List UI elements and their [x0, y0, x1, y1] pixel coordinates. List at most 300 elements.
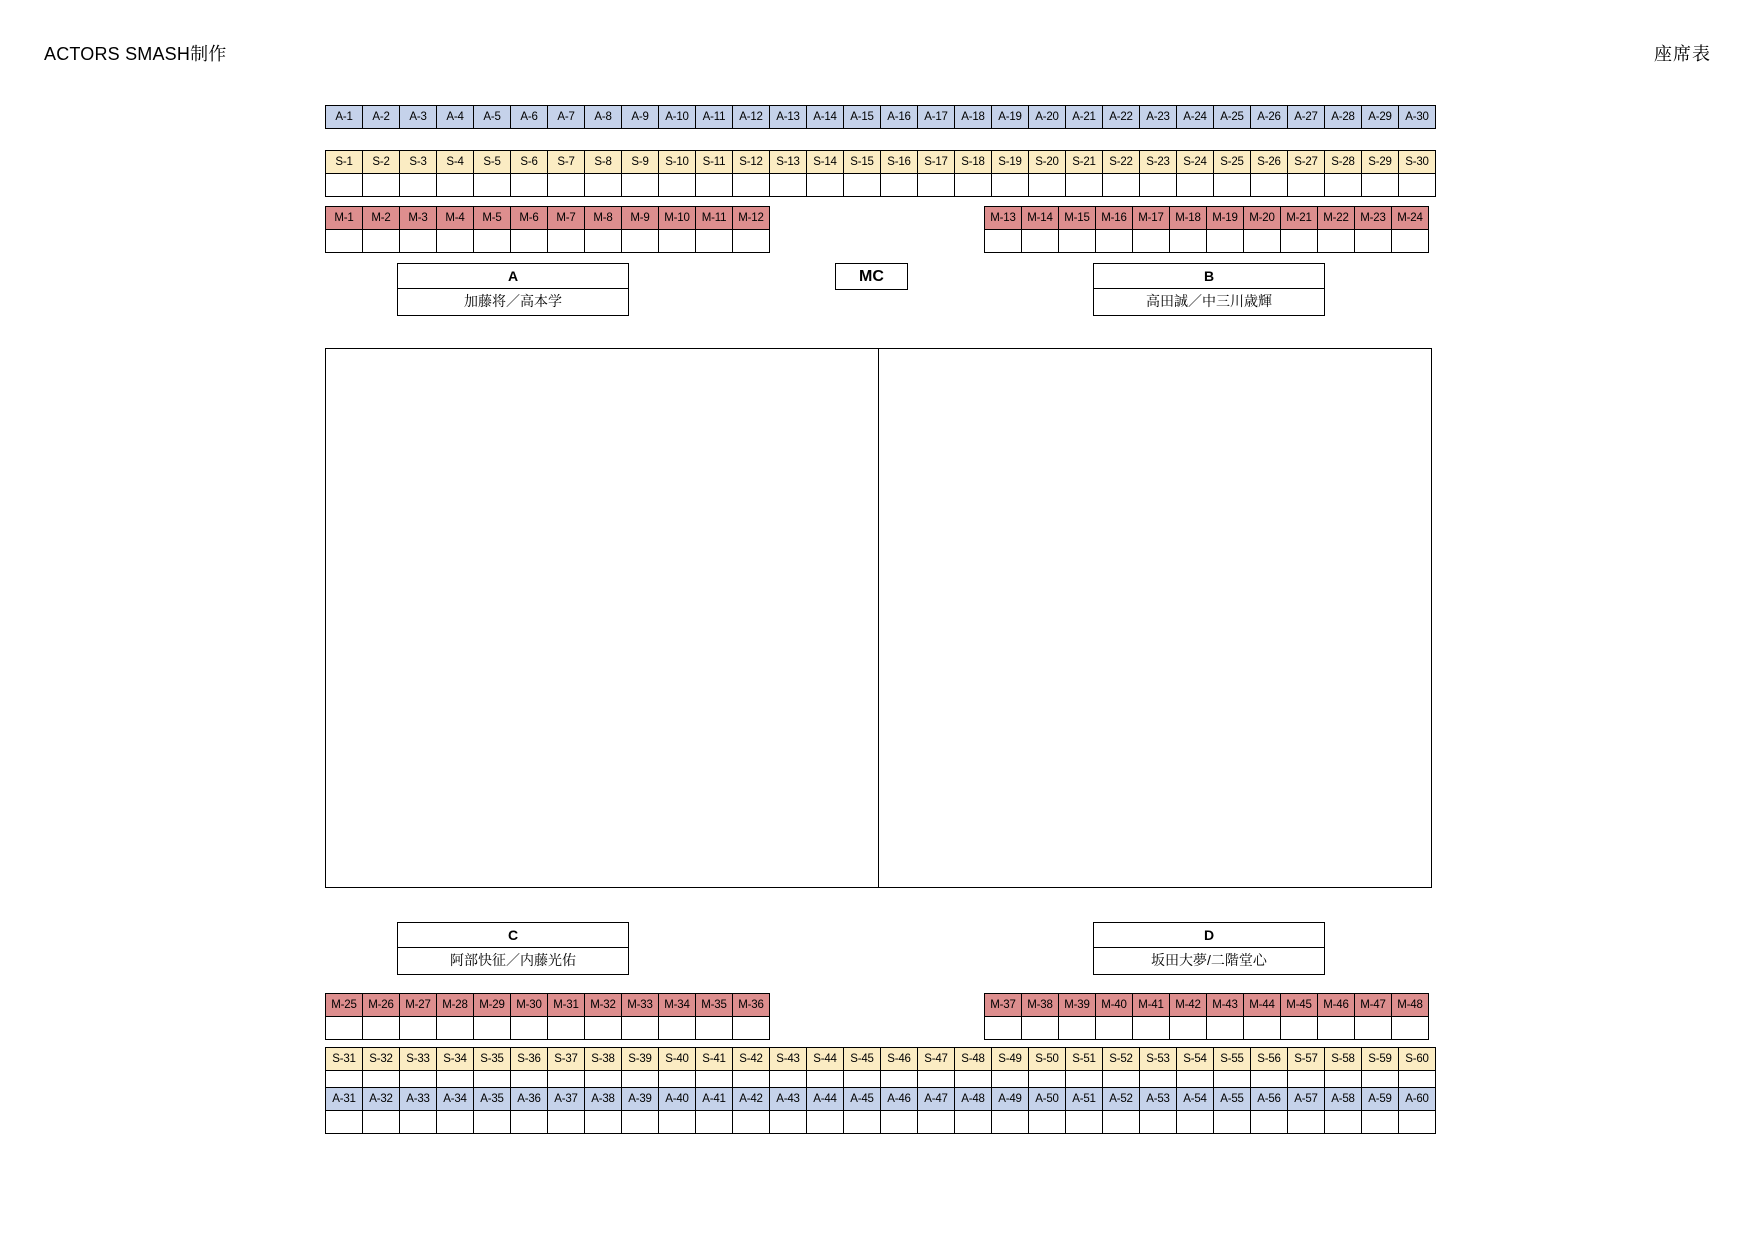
seat-cell: M-16 — [1096, 207, 1133, 230]
seat-cell: S-17 — [918, 151, 955, 174]
seat-cell: S-16 — [881, 151, 918, 174]
seat-cell: M-21 — [1281, 207, 1318, 230]
seat-cell: S-9 — [622, 151, 659, 174]
seat-cell-blank — [1096, 1017, 1133, 1040]
seat-cell-blank — [622, 230, 659, 253]
seat-cell: M-17 — [1133, 207, 1170, 230]
seat-cell: S-11 — [696, 151, 733, 174]
seat-cell: M-41 — [1133, 994, 1170, 1017]
seat-cell-blank — [844, 174, 881, 197]
seat-cell: M-38 — [1022, 994, 1059, 1017]
seat-cell: A-3 — [400, 106, 437, 129]
seat-cell-blank — [1066, 174, 1103, 197]
seat-cell: M-32 — [585, 994, 622, 1017]
seat-cell: M-20 — [1244, 207, 1281, 230]
seat-cell-blank — [474, 1017, 511, 1040]
seat-cell: S-45 — [844, 1048, 881, 1071]
seat-cell-blank — [1399, 1111, 1436, 1134]
seat-cell: M-28 — [437, 994, 474, 1017]
seat-cell-blank — [1133, 1017, 1170, 1040]
seat-cell: S-46 — [881, 1048, 918, 1071]
seat-cell: A-29 — [1362, 106, 1399, 129]
seat-cell-blank — [1133, 230, 1170, 253]
seat-cell-blank — [659, 1111, 696, 1134]
seat-cell-blank — [585, 1111, 622, 1134]
seat-cell: S-18 — [955, 151, 992, 174]
booth-d — [1093, 922, 1325, 975]
seat-cell-blank — [326, 174, 363, 197]
seat-cell-blank — [474, 174, 511, 197]
page-title: ACTORS SMASH制作 — [44, 44, 227, 64]
seat-row-a-bottom — [325, 1087, 1436, 1111]
seat-cell: S-37 — [548, 1048, 585, 1071]
seat-cell: A-45 — [844, 1088, 881, 1111]
seat-cell: A-21 — [1066, 106, 1103, 129]
seat-cell-blank — [437, 174, 474, 197]
seat-cell-blank — [622, 174, 659, 197]
seat-cell: S-25 — [1214, 151, 1251, 174]
stage-half-right — [879, 349, 1432, 887]
seat-cell-blank — [400, 230, 437, 253]
seat-cell: S-39 — [622, 1048, 659, 1071]
seat-cell-blank — [992, 1111, 1029, 1134]
seat-cell: M-40 — [1096, 994, 1133, 1017]
seat-cell: S-54 — [1177, 1048, 1214, 1071]
booth-a-title: A — [398, 264, 628, 289]
seat-cell: M-9 — [622, 207, 659, 230]
seat-cell: M-33 — [622, 994, 659, 1017]
seat-cell: M-47 — [1355, 994, 1392, 1017]
seat-cell: M-35 — [696, 994, 733, 1017]
seat-row-s-top — [325, 150, 1436, 174]
seat-cell: A-38 — [585, 1088, 622, 1111]
booth-c-members: 阿部快征／内藤光佑 — [450, 952, 576, 968]
seat-cell: M-2 — [363, 207, 400, 230]
seat-cell: S-19 — [992, 151, 1029, 174]
seat-cell: M-43 — [1207, 994, 1244, 1017]
seat-cell-blank — [363, 230, 400, 253]
seat-cell: A-60 — [1399, 1088, 1436, 1111]
seat-cell-blank — [1362, 1111, 1399, 1134]
seat-cell: S-55 — [1214, 1048, 1251, 1071]
seat-cell-blank — [1244, 1017, 1281, 1040]
seat-cell-blank — [696, 1111, 733, 1134]
seat-cell-blank — [585, 174, 622, 197]
seat-cell: A-48 — [955, 1088, 992, 1111]
seat-cell: M-4 — [437, 207, 474, 230]
seat-cell-blank — [1059, 230, 1096, 253]
seat-cell: S-8 — [585, 151, 622, 174]
seat-cell: M-18 — [1170, 207, 1207, 230]
seat-cell-blank — [1288, 174, 1325, 197]
seat-cell-blank — [985, 1017, 1022, 1040]
seat-cell-blank — [1318, 230, 1355, 253]
seat-cell: A-55 — [1214, 1088, 1251, 1111]
seat-cell: S-28 — [1325, 151, 1362, 174]
seat-cell-blank — [1140, 1111, 1177, 1134]
seat-cell-blank — [622, 1017, 659, 1040]
seat-cell: S-36 — [511, 1048, 548, 1071]
seat-cell: A-15 — [844, 106, 881, 129]
seat-cell-blank — [696, 1017, 733, 1040]
seat-cell: A-40 — [659, 1088, 696, 1111]
booth-d-title: D — [1094, 923, 1324, 948]
seat-cell-blank — [511, 1111, 548, 1134]
seat-cell-blank — [363, 1111, 400, 1134]
seat-cell: M-34 — [659, 994, 696, 1017]
seat-cell: S-48 — [955, 1048, 992, 1071]
seat-cell: M-31 — [548, 994, 585, 1017]
seat-cell-blank — [1399, 174, 1436, 197]
seat-cell-blank — [733, 1111, 770, 1134]
seat-cell-blank — [1362, 174, 1399, 197]
seat-cell: A-16 — [881, 106, 918, 129]
seat-cell-blank — [1214, 174, 1251, 197]
seat-cell-blank — [1103, 174, 1140, 197]
seat-cell-blank — [1207, 230, 1244, 253]
seat-cell: S-51 — [1066, 1048, 1103, 1071]
seat-cell: A-57 — [1288, 1088, 1325, 1111]
stage-half-left — [326, 349, 879, 887]
seat-cell: S-5 — [474, 151, 511, 174]
seat-cell-blank — [1177, 1111, 1214, 1134]
seat-cell: S-41 — [696, 1048, 733, 1071]
seat-cell: A-27 — [1288, 106, 1325, 129]
seat-cell-blank — [992, 174, 1029, 197]
seat-cell: M-30 — [511, 994, 548, 1017]
seat-cell-blank — [985, 230, 1022, 253]
seat-cell: M-45 — [1281, 994, 1318, 1017]
seat-cell: M-7 — [548, 207, 585, 230]
seat-cell: A-49 — [992, 1088, 1029, 1111]
seat-cell-blank — [511, 230, 548, 253]
seat-cell-blank — [400, 1017, 437, 1040]
seat-cell-blank — [1281, 230, 1318, 253]
seat-cell: M-24 — [1392, 207, 1429, 230]
seat-cell: M-13 — [985, 207, 1022, 230]
seat-cell: A-59 — [1362, 1088, 1399, 1111]
seat-cell: S-27 — [1288, 151, 1325, 174]
seat-cell: S-38 — [585, 1048, 622, 1071]
seat-cell-blank — [1140, 174, 1177, 197]
seat-cell: S-22 — [1103, 151, 1140, 174]
booth-d-members: 坂田大夢/二階堂心 — [1151, 952, 1267, 968]
seat-cell-blank — [548, 1111, 585, 1134]
seat-cell: S-3 — [400, 151, 437, 174]
seat-cell-blank — [437, 1111, 474, 1134]
seat-cell-blank — [1244, 230, 1281, 253]
seat-cell: A-33 — [400, 1088, 437, 1111]
seat-cell-blank — [1214, 1111, 1251, 1134]
seat-cell-blank — [1103, 1111, 1140, 1134]
seat-cell-blank — [548, 174, 585, 197]
seat-cell: A-47 — [918, 1088, 955, 1111]
booth-c — [397, 922, 629, 975]
booth-a-members: 加藤将／高本学 — [464, 293, 562, 309]
seat-cell: A-43 — [770, 1088, 807, 1111]
document-type-label: 座席表 — [1654, 44, 1711, 64]
seat-cell: M-25 — [326, 994, 363, 1017]
seat-cell: A-51 — [1066, 1088, 1103, 1111]
seat-cell: S-31 — [326, 1048, 363, 1071]
seat-cell-blank — [733, 230, 770, 253]
seat-cell-blank — [400, 1111, 437, 1134]
seat-cell: S-20 — [1029, 151, 1066, 174]
seat-cell-blank — [1177, 174, 1214, 197]
seat-cell: M-12 — [733, 207, 770, 230]
seat-row-m-top-left — [325, 206, 770, 230]
seat-cell: A-11 — [696, 106, 733, 129]
seat-cell: A-10 — [659, 106, 696, 129]
seat-cell: A-20 — [1029, 106, 1066, 129]
seat-cell: A-24 — [1177, 106, 1214, 129]
seat-cell-blank — [1207, 1017, 1244, 1040]
seat-cell-blank — [733, 1017, 770, 1040]
seat-row-blank-top — [325, 173, 1436, 197]
seat-cell: M-5 — [474, 207, 511, 230]
seat-cell: A-31 — [326, 1088, 363, 1111]
seat-cell-blank — [1096, 230, 1133, 253]
seat-cell-blank — [918, 174, 955, 197]
seat-cell: A-5 — [474, 106, 511, 129]
booth-b-title: B — [1094, 264, 1324, 289]
seat-row-m-top-right — [984, 206, 1429, 230]
seat-cell-blank — [659, 1017, 696, 1040]
seat-row-m-bottom-left — [325, 993, 770, 1017]
seat-cell: A-8 — [585, 106, 622, 129]
seat-cell: A-1 — [326, 106, 363, 129]
booth-a — [397, 263, 629, 316]
seat-cell: S-43 — [770, 1048, 807, 1071]
seat-cell: M-19 — [1207, 207, 1244, 230]
seat-cell: S-33 — [400, 1048, 437, 1071]
seat-cell: A-34 — [437, 1088, 474, 1111]
seat-cell-blank — [511, 174, 548, 197]
seat-cell: M-42 — [1170, 994, 1207, 1017]
seat-cell: A-37 — [548, 1088, 585, 1111]
seat-cell: M-11 — [696, 207, 733, 230]
seat-cell: A-4 — [437, 106, 474, 129]
seat-cell-blank — [1392, 1017, 1429, 1040]
seat-cell: S-7 — [548, 151, 585, 174]
seat-cell: A-6 — [511, 106, 548, 129]
seat-cell-blank — [548, 1017, 585, 1040]
seat-cell: S-57 — [1288, 1048, 1325, 1071]
seat-cell-blank — [326, 230, 363, 253]
seat-cell: M-39 — [1059, 994, 1096, 1017]
seat-cell: M-22 — [1318, 207, 1355, 230]
stage-area — [325, 348, 1432, 888]
seat-cell: A-17 — [918, 106, 955, 129]
seat-cell: S-10 — [659, 151, 696, 174]
seat-cell-blank — [770, 1111, 807, 1134]
seat-cell-blank — [548, 230, 585, 253]
seat-cell: A-42 — [733, 1088, 770, 1111]
seat-cell: A-44 — [807, 1088, 844, 1111]
seat-cell-blank — [400, 174, 437, 197]
seat-cell: A-28 — [1325, 106, 1362, 129]
seat-cell: M-23 — [1355, 207, 1392, 230]
seat-cell-blank — [363, 1017, 400, 1040]
seat-cell: S-34 — [437, 1048, 474, 1071]
seat-cell: A-53 — [1140, 1088, 1177, 1111]
seat-cell: A-12 — [733, 106, 770, 129]
seat-cell-blank — [1251, 174, 1288, 197]
seat-cell: M-37 — [985, 994, 1022, 1017]
seat-cell-blank — [1355, 230, 1392, 253]
seat-cell: S-49 — [992, 1048, 1029, 1071]
seat-row-blank-m-top-right — [984, 229, 1429, 253]
seat-cell: A-54 — [1177, 1088, 1214, 1111]
seat-cell: A-9 — [622, 106, 659, 129]
seat-cell: S-60 — [1399, 1048, 1436, 1071]
seat-cell: S-44 — [807, 1048, 844, 1071]
seat-cell-blank — [585, 1017, 622, 1040]
seat-cell: S-13 — [770, 151, 807, 174]
seat-cell-blank — [1318, 1017, 1355, 1040]
seat-cell: A-58 — [1325, 1088, 1362, 1111]
seat-cell: A-52 — [1103, 1088, 1140, 1111]
seat-cell: A-23 — [1140, 106, 1177, 129]
seat-cell-blank — [585, 230, 622, 253]
seat-cell-blank — [1251, 1111, 1288, 1134]
seat-cell-blank — [659, 230, 696, 253]
seat-cell-blank — [733, 174, 770, 197]
seat-row-s-bottom — [325, 1047, 1436, 1071]
seat-cell: A-7 — [548, 106, 585, 129]
seat-cell: A-35 — [474, 1088, 511, 1111]
seat-cell: S-21 — [1066, 151, 1103, 174]
seat-cell-blank — [1029, 174, 1066, 197]
seat-cell: M-44 — [1244, 994, 1281, 1017]
seat-cell: S-23 — [1140, 151, 1177, 174]
seat-cell: S-59 — [1362, 1048, 1399, 1071]
seat-cell-blank — [1170, 230, 1207, 253]
seat-cell-blank — [807, 1111, 844, 1134]
seat-cell: M-26 — [363, 994, 400, 1017]
seat-cell: S-42 — [733, 1048, 770, 1071]
seat-row-blank-m-top-left — [325, 229, 770, 253]
seat-row-blank-m-bottom-right — [984, 1016, 1429, 1040]
seat-cell: A-39 — [622, 1088, 659, 1111]
mc-box: MC — [835, 263, 908, 290]
seat-cell-blank — [881, 1111, 918, 1134]
seat-cell: A-2 — [363, 106, 400, 129]
seat-row-a-top — [325, 105, 1436, 129]
seat-cell: A-30 — [1399, 106, 1436, 129]
seat-cell: S-53 — [1140, 1048, 1177, 1071]
seat-cell-blank — [955, 1111, 992, 1134]
seat-cell-blank — [326, 1017, 363, 1040]
seat-cell: M-8 — [585, 207, 622, 230]
seat-cell: M-3 — [400, 207, 437, 230]
seat-cell-blank — [437, 1017, 474, 1040]
booth-b-members: 高田誠／中三川歳輝 — [1146, 293, 1272, 309]
seat-cell: S-6 — [511, 151, 548, 174]
seat-cell: A-46 — [881, 1088, 918, 1111]
seat-cell: A-19 — [992, 106, 1029, 129]
seat-cell-blank — [511, 1017, 548, 1040]
seat-cell-blank — [1325, 1111, 1362, 1134]
seat-cell: S-58 — [1325, 1048, 1362, 1071]
seat-cell: S-40 — [659, 1048, 696, 1071]
seat-cell-blank — [622, 1111, 659, 1134]
seat-cell: A-26 — [1251, 106, 1288, 129]
seat-cell-blank — [1022, 230, 1059, 253]
booth-b — [1093, 263, 1325, 316]
seat-cell: S-2 — [363, 151, 400, 174]
seat-cell-blank — [1325, 174, 1362, 197]
seat-cell: M-29 — [474, 994, 511, 1017]
seat-cell: A-32 — [363, 1088, 400, 1111]
seat-cell: M-1 — [326, 207, 363, 230]
seat-cell-blank — [1066, 1111, 1103, 1134]
seat-cell: A-22 — [1103, 106, 1140, 129]
seat-cell: M-15 — [1059, 207, 1096, 230]
seat-cell: S-15 — [844, 151, 881, 174]
seat-cell: S-29 — [1362, 151, 1399, 174]
seat-row-m-bottom-right — [984, 993, 1429, 1017]
seat-cell: A-18 — [955, 106, 992, 129]
seat-cell: S-14 — [807, 151, 844, 174]
seat-cell: A-36 — [511, 1088, 548, 1111]
seat-cell-blank — [1059, 1017, 1096, 1040]
seat-cell: S-47 — [918, 1048, 955, 1071]
seat-cell-blank — [659, 174, 696, 197]
seat-cell-blank — [696, 230, 733, 253]
seat-cell: A-50 — [1029, 1088, 1066, 1111]
seat-cell: A-25 — [1214, 106, 1251, 129]
seat-cell: M-6 — [511, 207, 548, 230]
seat-cell-blank — [770, 174, 807, 197]
seat-cell-blank — [1288, 1111, 1325, 1134]
seat-cell-blank — [1170, 1017, 1207, 1040]
seat-cell: S-30 — [1399, 151, 1436, 174]
seat-cell-blank — [474, 230, 511, 253]
seat-cell-blank — [955, 174, 992, 197]
seat-cell-blank — [807, 174, 844, 197]
seat-cell-blank — [844, 1111, 881, 1134]
seat-cell: M-36 — [733, 994, 770, 1017]
seat-cell: A-56 — [1251, 1088, 1288, 1111]
seat-cell: S-24 — [1177, 151, 1214, 174]
seat-cell: S-4 — [437, 151, 474, 174]
seat-cell-blank — [1022, 1017, 1059, 1040]
seat-cell: A-13 — [770, 106, 807, 129]
seat-cell-blank — [1355, 1017, 1392, 1040]
seat-cell: S-50 — [1029, 1048, 1066, 1071]
seat-cell: M-27 — [400, 994, 437, 1017]
seat-cell: S-56 — [1251, 1048, 1288, 1071]
booth-c-title: C — [398, 923, 628, 948]
seat-cell: S-35 — [474, 1048, 511, 1071]
seat-cell: A-41 — [696, 1088, 733, 1111]
seat-cell: S-32 — [363, 1048, 400, 1071]
seat-cell: M-48 — [1392, 994, 1429, 1017]
seat-cell: S-12 — [733, 151, 770, 174]
seat-cell: M-46 — [1318, 994, 1355, 1017]
seat-cell: S-1 — [326, 151, 363, 174]
seat-row-blank-m-bottom-left — [325, 1016, 770, 1040]
seat-row-blank-a-bottom — [325, 1110, 1436, 1134]
seat-cell-blank — [1029, 1111, 1066, 1134]
seat-cell-blank — [1392, 230, 1429, 253]
seat-cell: S-26 — [1251, 151, 1288, 174]
seat-cell-blank — [696, 174, 733, 197]
seat-cell-blank — [918, 1111, 955, 1134]
seat-cell-blank — [363, 174, 400, 197]
seat-cell-blank — [1281, 1017, 1318, 1040]
